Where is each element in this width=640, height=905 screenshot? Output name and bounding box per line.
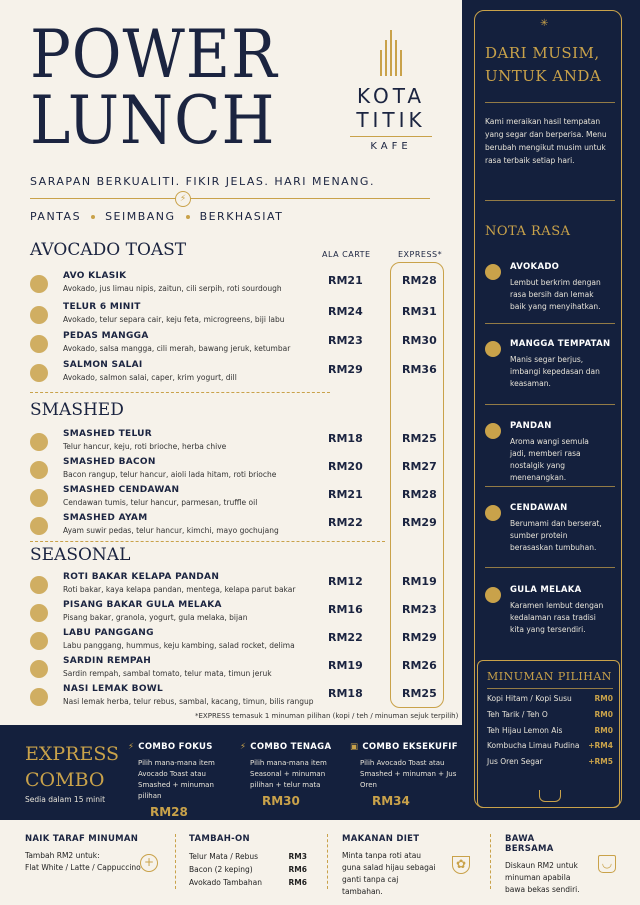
item-desc: Bacon rangup, telur hancur, aioli lada hitam, roti brioche (63, 470, 277, 479)
price-express: RM25 (402, 687, 437, 700)
logo-line-2: TITIK (356, 108, 426, 132)
section-divider (30, 541, 385, 542)
note-name: PANDAN (510, 421, 552, 431)
pillar-2: SEIMBANG (105, 210, 176, 223)
menu-item (30, 628, 450, 656)
item-desc: Sardin rempah, sambal tomato, telur mata, timun jeruk (63, 669, 272, 678)
combo-name: COMBO FOKUS (138, 742, 213, 752)
item-name: PISANG BAKAR GULA MELAKA (63, 600, 222, 610)
divider (485, 567, 615, 568)
chicken-icon (30, 517, 48, 535)
item-name: SMASHED BACON (63, 457, 156, 467)
diet-info (342, 834, 438, 898)
note-name: CENDAWAN (510, 503, 568, 513)
mango-icon (485, 341, 501, 357)
drinks-title: MINUMAN PILIHAN (487, 670, 612, 683)
pandan-icon (485, 423, 501, 439)
column-divider (327, 834, 328, 889)
nota-rasa-title: NOTA RASA (485, 224, 571, 239)
logo-sub: KAFE (350, 136, 432, 152)
price-ala-carte: RM19 (328, 659, 363, 672)
title-line-2: LUNCH (30, 82, 276, 159)
price-ala-carte: RM24 (328, 305, 363, 318)
divider (485, 323, 615, 324)
menu-item (30, 684, 450, 712)
diet-desc: Minta tanpa roti atau guna salad hijau sebagai ganti tanpa caj tambahan. (342, 851, 436, 896)
menu-item (30, 485, 450, 513)
right-title-line-2: UNTUK ANDA (485, 67, 602, 85)
combo-sub: Sedia dalam 15 minit (25, 795, 106, 804)
col-header-express: EXPRESS* (398, 250, 443, 259)
fish-icon (30, 660, 48, 678)
drink-row (487, 726, 613, 735)
price-express: RM29 (402, 516, 437, 529)
price-ala-carte: RM12 (328, 575, 363, 588)
briefcase-icon: ▣ (350, 742, 359, 752)
diet-title: MAKANAN DIET (342, 834, 420, 844)
price-ala-carte: RM16 (328, 603, 363, 616)
item-desc: Telur hancur, keju, roti brioche, herba chive (63, 442, 227, 451)
leaf-icon (30, 576, 48, 594)
item-name: SMASHED TELUR (63, 429, 153, 439)
item-name: SMASHED AYAM (63, 513, 148, 523)
bolt-icon: ⚡ (240, 742, 247, 752)
price-express: RM23 (402, 603, 437, 616)
price-express: RM28 (402, 274, 437, 287)
salad-bowl-icon: ✿ (452, 856, 470, 874)
logo-mark-icon (376, 30, 406, 76)
price-express: RM19 (402, 575, 437, 588)
item-desc: Avokado, salmon salai, caper, krim yogurt, dill (63, 373, 237, 382)
drink-price: RM0 (594, 726, 613, 735)
price-express: RM36 (402, 363, 437, 376)
menu-item (30, 656, 450, 684)
bolt-icon: ⚡ (128, 742, 135, 752)
item-name: SARDIN REMPAH (63, 656, 152, 666)
item-desc: Cendawan tumis, telur hancur, parmesan, truffle oil (63, 498, 258, 507)
price-ala-carte: RM21 (328, 488, 363, 501)
combo-card (128, 742, 236, 819)
price-ala-carte: RM29 (328, 363, 363, 376)
cup-icon (539, 790, 561, 802)
right-intro: Kami meraikan hasil tempatan yang segar dan berperisa. Menu berubah mengikut musim untuk rasa terbaik setiap hari. (485, 117, 607, 165)
palm-icon (485, 587, 501, 603)
cafe-logo (350, 30, 432, 152)
logo-line-1: KOTA (356, 84, 426, 108)
menu-item (30, 271, 450, 299)
item-desc: Avokado, jus limau nipis, zaitun, cili serpih, roti sourdough (63, 284, 282, 293)
item-name: AVO KLASIK (63, 271, 127, 281)
drink-price: RM0 (594, 710, 613, 719)
note-desc: Berumami dan berserat, sumber protein berasaskan tumbuhan. (510, 519, 602, 552)
drink-name: Jus Oren Segar (487, 757, 543, 766)
addon-price: RM6 (288, 865, 307, 874)
pillar-3: BERKHASIAT (199, 210, 284, 223)
drink-price: +RM5 (588, 757, 613, 766)
item-name: SMASHED CENDAWAN (63, 485, 180, 495)
item-name: PEDAS MANGGA (63, 331, 149, 341)
menu-item (30, 572, 450, 600)
price-express: RM25 (402, 432, 437, 445)
combo-desc: Pilih mana-mana item Avocado Toast atau Smashed + minuman pilihan (138, 759, 215, 800)
drink-row (487, 694, 613, 703)
item-name: SALMON SALAI (63, 360, 143, 370)
price-ala-carte: RM20 (328, 460, 363, 473)
express-footnote: *EXPRESS temasuk 1 minuman pilihan (kopi / teh / minuman sejuk terpilih) (195, 712, 459, 720)
combo-title-line-1: EXPRESS (25, 743, 120, 765)
drink-row (487, 710, 613, 719)
combo-card (350, 742, 458, 808)
leaf-icon (30, 275, 48, 293)
note-desc: Lembut berkrim dengan rasa bersih dan lemak baik yang menyihatkan. (510, 278, 601, 311)
drink-name: Kombucha Limau Pudina (487, 741, 580, 750)
price-express: RM30 (402, 334, 437, 347)
title-line-1: POWER (30, 16, 278, 93)
drink-name: Teh Tarik / Teh O (487, 710, 548, 719)
item-name: TELUR 6 MINIT (63, 302, 141, 312)
menu-item (30, 331, 450, 359)
menu-item (30, 429, 450, 457)
leaf-icon (30, 306, 48, 324)
menu-item (30, 600, 450, 628)
plus-icon: + (140, 854, 158, 872)
drink-name: Teh Hijau Lemon Ais (487, 726, 563, 735)
divider (485, 404, 615, 405)
addon-row (189, 876, 307, 889)
addon-name: Telur Mata / Rebus (189, 852, 259, 861)
price-ala-carte: RM21 (328, 274, 363, 287)
bolt-icon: ⚡ (175, 191, 191, 207)
item-desc: Roti bakar, kaya kelapa pandan, mentega, kelapa parut bakar (63, 585, 296, 594)
upgrade-line-1: Tambah RM2 untuk: (25, 851, 100, 860)
item-desc: Avokado, salsa mangga, cili merah, bawang jeruk, ketumbar (63, 344, 291, 353)
dot-separator (91, 215, 95, 219)
note-desc: Manis segar berjus, imbangi kepedasan dan keasaman. (510, 355, 600, 388)
drink-name: Kopi Hitam / Kopi Susu (487, 694, 572, 703)
combo-title (25, 741, 119, 793)
divider (30, 198, 430, 199)
bacon-icon (30, 461, 48, 479)
addon-price: RM3 (288, 852, 307, 861)
menu-item (30, 513, 450, 541)
section-title-avocado-toast: AVOCADO TOAST (30, 240, 187, 260)
combo-price: RM34 (372, 794, 410, 808)
price-ala-carte: RM22 (328, 516, 363, 529)
leaf-icon (30, 364, 48, 382)
drink-row (487, 741, 613, 750)
combo-title-line-2: COMBO (25, 769, 105, 791)
price-ala-carte: RM18 (328, 432, 363, 445)
item-name: NASI LEMAK BOWL (63, 684, 164, 694)
drink-price: +RM4 (588, 741, 613, 750)
addons (189, 834, 319, 889)
menu-item (30, 457, 450, 485)
combo-price: RM30 (262, 794, 300, 808)
upgrade-drink (25, 834, 155, 874)
bawa-title: BAWA BERSAMA (505, 834, 554, 854)
price-ala-carte: RM22 (328, 631, 363, 644)
addon-list (189, 850, 319, 889)
column-divider (490, 834, 491, 889)
mushroom-icon (485, 505, 501, 521)
addon-name: Avokado Tambahan (189, 878, 262, 887)
pillar-1: PANTAS (30, 210, 82, 223)
chili-icon (30, 335, 48, 353)
divider (485, 486, 615, 487)
divider (485, 200, 615, 201)
dot-separator (186, 215, 190, 219)
price-express: RM29 (402, 631, 437, 644)
item-name: LABU PANGGANG (63, 628, 154, 638)
menu-item (30, 302, 450, 330)
upgrade-title: NAIK TARAF MINUMAN (25, 834, 139, 844)
drink-price: RM0 (594, 694, 613, 703)
item-desc: Labu panggang, hummus, keju kambing, salad rocket, delima (63, 641, 295, 650)
section-divider (30, 392, 330, 393)
upgrade-desc (25, 850, 155, 874)
page-title (30, 16, 299, 159)
section-title-seasonal: SEASONAL (30, 545, 131, 565)
price-express: RM28 (402, 488, 437, 501)
menu-item (30, 360, 450, 388)
item-desc: Ayam suwir pedas, telur hancur, kimchi, mayo gochujang (63, 526, 279, 535)
combo-desc: Pilih Avocado Toast atau Smashed + minuman + Jus Oren (360, 759, 457, 789)
bawa-desc: Diskaun RM2 untuk minuman apabila bawa bekas sendiri. (505, 861, 580, 894)
price-express: RM27 (402, 460, 437, 473)
price-ala-carte: RM18 (328, 687, 363, 700)
bring-your-own (505, 834, 585, 896)
addon-price: RM6 (288, 878, 307, 887)
takeaway-cup-icon: ◡ (598, 855, 616, 873)
divider (487, 688, 613, 689)
combo-desc: Pilih mana-mana item Seasonal + minuman pilihan + telur mata (250, 759, 327, 789)
drink-row (487, 757, 613, 766)
note-desc: Karamen lembut dengan kedalaman rasa tradisi kita yang tersendiri. (510, 601, 604, 634)
avocado-icon (485, 264, 501, 280)
upgrade-line-2: Flat White / Latte / Cappuccino (25, 863, 141, 872)
banana-icon (30, 604, 48, 622)
right-title (485, 42, 601, 88)
item-desc: Avokado, telur separa cair, keju feta, microgreens, biji labu (63, 315, 285, 324)
price-express: RM26 (402, 659, 437, 672)
divider (485, 102, 615, 103)
price-ala-carte: RM23 (328, 334, 363, 347)
tagline: SARAPAN BERKUALITI. FIKIR JELAS. HARI MENANG. (30, 175, 375, 188)
column-divider (175, 834, 176, 889)
egg-icon (30, 433, 48, 451)
note-name: AVOKADO (510, 262, 560, 272)
combo-name: COMBO EKSEKUFIF (362, 742, 458, 752)
addon-name: Bacon (2 keping) (189, 865, 253, 874)
item-name: ROTI BAKAR KELAPA PANDAN (63, 572, 220, 582)
col-header-ala-carte: ALA CARTE (322, 250, 371, 259)
price-express: RM31 (402, 305, 437, 318)
mushroom-icon (30, 489, 48, 507)
item-desc: Nasi lemak herba, telur rebus, sambal, kacang, timun, bilis rangup (63, 697, 314, 706)
addon-row (189, 850, 307, 863)
pumpkin-icon (30, 632, 48, 650)
combo-card (240, 742, 348, 808)
pillars (30, 210, 283, 223)
addon-title: TAMBAH-ON (189, 834, 250, 844)
item-desc: Pisang bakar, granola, yogurt, gula melaka, bijan (63, 613, 248, 622)
sparkle-icon: ✳ (540, 18, 549, 29)
section-title-smashed: SMASHED (30, 400, 124, 420)
leaf-icon (30, 688, 48, 706)
combo-price: RM28 (150, 805, 188, 819)
right-title-line-1: DARI MUSIM, (485, 44, 600, 62)
note-name: GULA MELAKA (510, 585, 582, 595)
addon-row (189, 863, 307, 876)
note-name: MANGGA TEMPATAN (510, 339, 611, 349)
combo-name: COMBO TENAGA (250, 742, 332, 752)
note-desc: Aroma wangi semula jadi, memberi rasa nostalgik yang menenangkan. (510, 437, 589, 482)
